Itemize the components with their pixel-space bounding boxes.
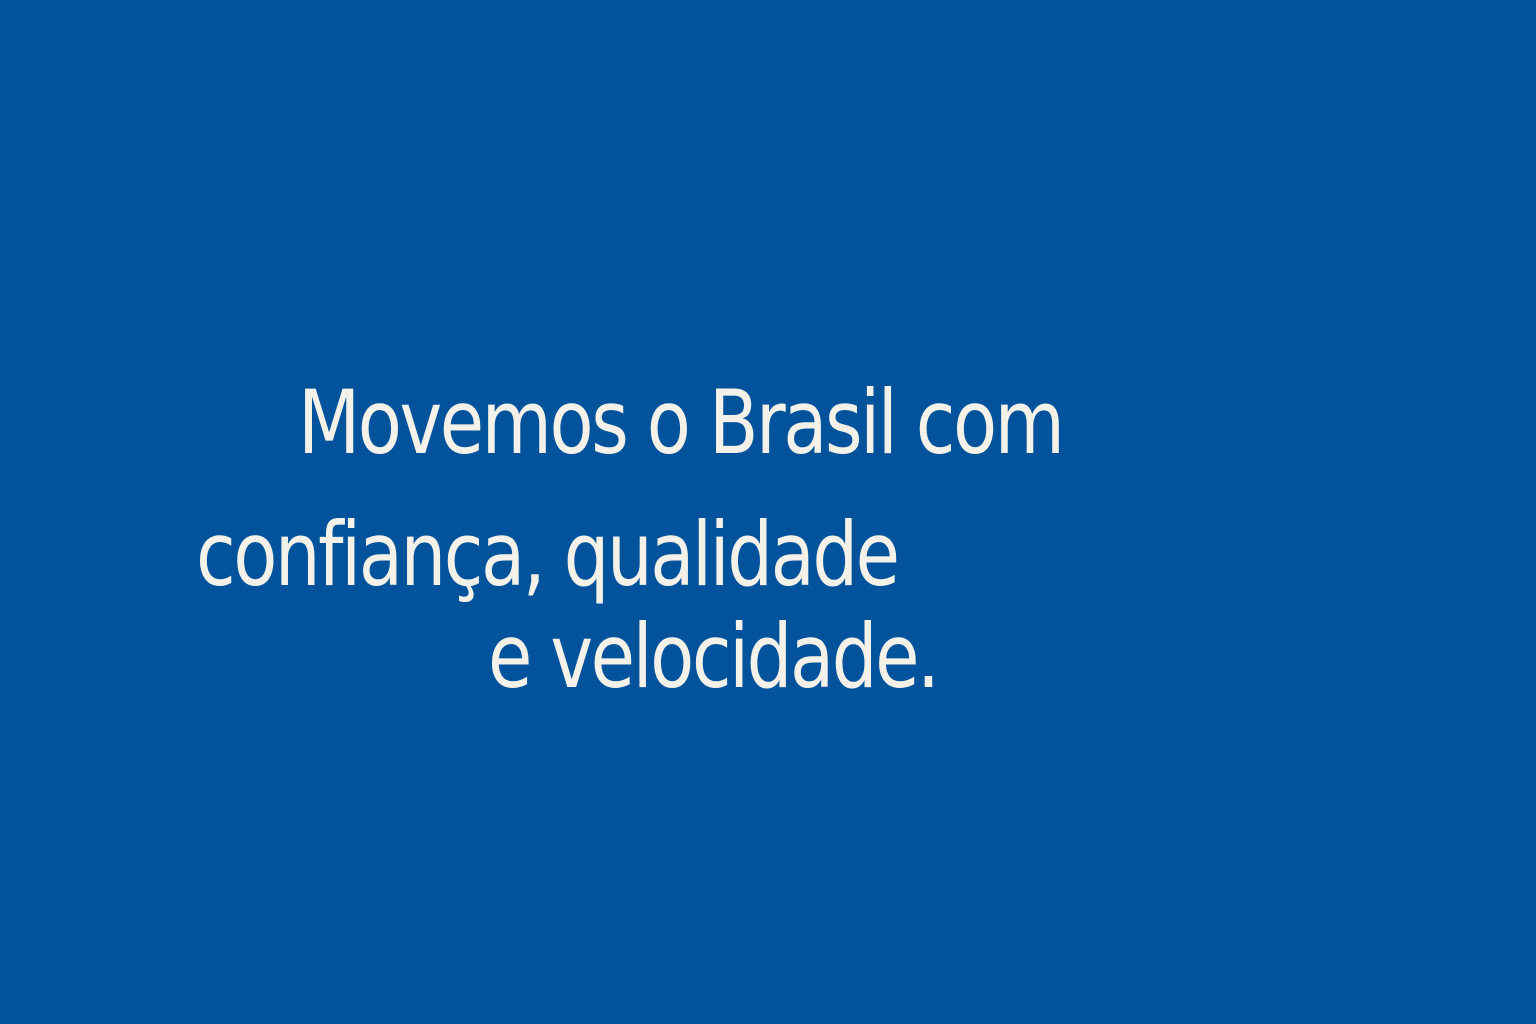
tagline-line-1: Movemos o Brasil com — [298, 371, 1063, 474]
tagline-line-3: e velocidade. — [488, 605, 938, 708]
tagline-line-2: confiança, qualidade — [196, 503, 898, 606]
